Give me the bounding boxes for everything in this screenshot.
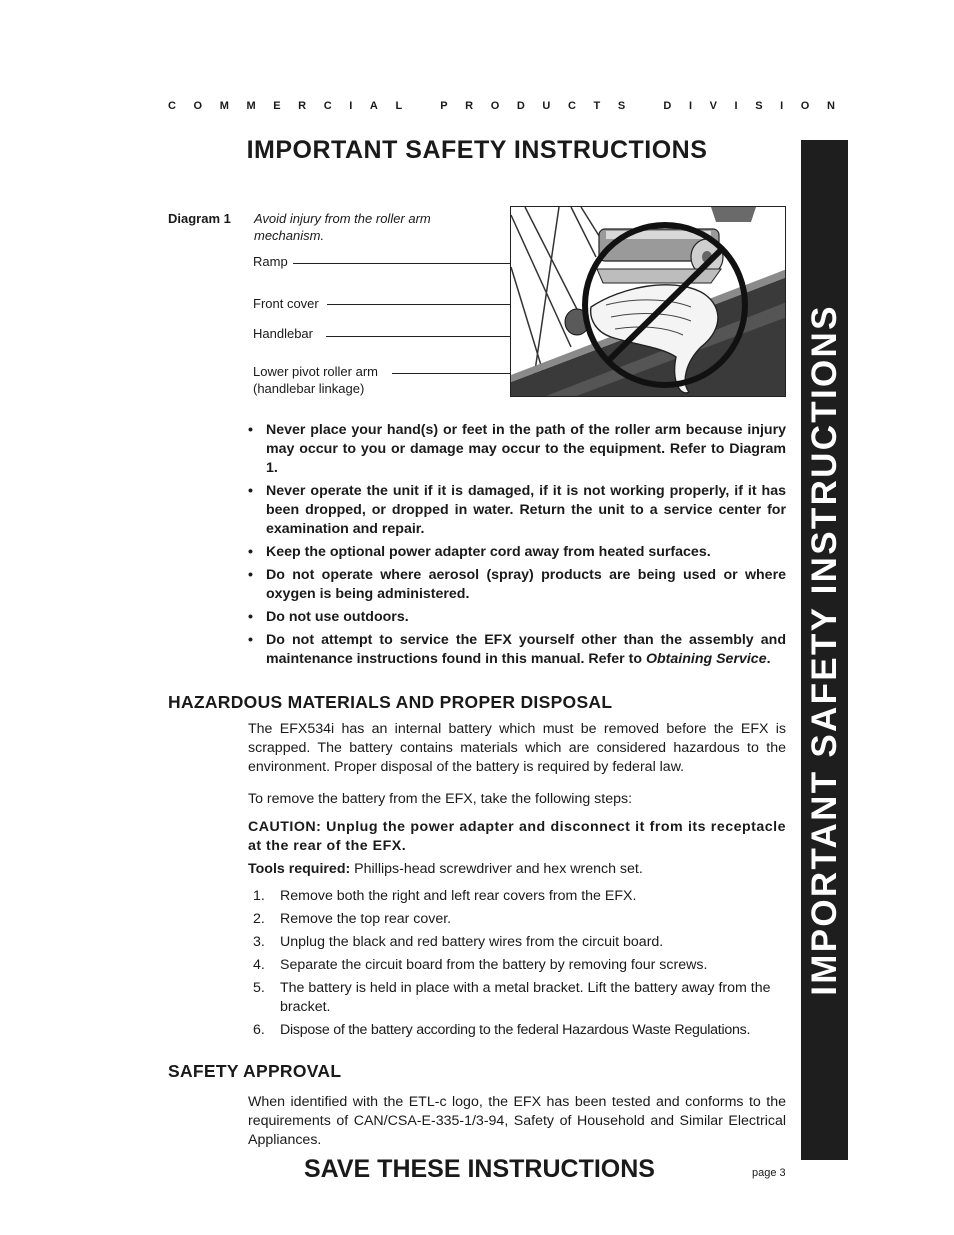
safety-approval-heading: SAFETY APPROVAL <box>168 1061 342 1081</box>
battery-steps-list <box>248 887 786 1044</box>
division-header: COMMERCIAL PRODUCTS DIVISION <box>168 100 853 112</box>
save-instructions: SAVE THESE INSTRUCTIONS <box>304 1155 655 1183</box>
step-number: 1. <box>253 888 265 904</box>
safety-approval-text: When identified with the ETL-c logo, the EFX has been tested and conforms to the requirements of CAN/CSA-E-335-1/3-94, Safety of Household and Similar Electrical Appliances. <box>248 1094 786 1148</box>
list-item <box>248 979 786 1017</box>
service-bullet-end: . <box>766 651 771 667</box>
side-tab-text: IMPORTANT SAFETY INSTRUCTIONS <box>804 304 844 996</box>
step-number: 3. <box>253 934 265 950</box>
tools-required <box>248 860 786 879</box>
step-number: 5. <box>253 980 265 996</box>
safety-bullet-list <box>248 421 786 673</box>
list-item <box>248 910 786 929</box>
diagram-caption: Avoid injury from the roller arm mechanism. <box>254 211 431 243</box>
safety-bullet-service <box>248 631 786 669</box>
safety-bullet: • Do not use outdoors. <box>248 608 786 627</box>
service-bullet-text: Do not attempt to service the EFX yourself other than the assembly and maintenance instructions found in this manual. Refer to <box>266 632 786 667</box>
tools-text: Phillips-head screwdriver and hex wrench set. <box>350 861 643 877</box>
callout-front-cover: Front cover <box>253 296 319 311</box>
page-title: IMPORTANT SAFETY INSTRUCTIONS <box>246 136 708 164</box>
leader-line-ramp <box>293 263 510 264</box>
list-item <box>248 933 786 952</box>
callout-lower-pivot-line1: Lower pivot roller arm <box>253 364 378 379</box>
list-item <box>248 956 786 975</box>
obtaining-service-reference: Obtaining Service <box>645 651 767 667</box>
list-item <box>248 1021 786 1040</box>
step-number: 2. <box>253 911 265 927</box>
step-number: 4. <box>253 957 265 973</box>
step-number: 6. <box>253 1022 265 1038</box>
callout-handlebar: Handlebar <box>253 326 313 341</box>
side-tab <box>801 140 848 1160</box>
step-text: Dispose of the battery according to the federal Hazardous Waste Regulations. <box>280 1022 751 1038</box>
step-text: Separate the circuit board from the battery by removing four screws. <box>280 957 708 973</box>
step-text: Remove the top rear cover. <box>280 911 452 927</box>
caution-text: CAUTION: Unplug the power adapter and disconnect it from its receptacle at the rear of the EFX. <box>248 819 786 854</box>
callout-ramp: Ramp <box>253 254 288 269</box>
step-text: The battery is held in place with a metal bracket. Lift the battery away from the bracket. <box>280 980 771 1015</box>
hazardous-intro: The EFX534i has an internal battery which must be removed before the EFX is scrapped. The battery contains materials which are considered hazardous to the environment. Proper disposal of the battery is required by federal law. <box>248 721 786 775</box>
tools-label: Tools required: <box>248 861 351 877</box>
hazardous-heading: HAZARDOUS MATERIALS AND PROPER DISPOSAL <box>168 692 613 712</box>
steps-intro: To remove the battery from the EFX, take the following steps: <box>248 791 633 807</box>
leader-line-front-cover <box>327 304 510 305</box>
callout-lower-pivot-line2: (handlebar linkage) <box>253 381 365 396</box>
safety-bullet: • Do not operate where aerosol (spray) products are being used or where oxygen is being administered. <box>248 566 786 604</box>
roller-arm-illustration <box>511 207 786 397</box>
safety-bullet: • Never place your hand(s) or feet in the path of the roller arm because injury may occur to you or damage may occur to the equipment. Refer to Diagram 1. <box>248 421 786 478</box>
leader-line-lower-pivot <box>392 373 510 374</box>
safety-bullet: • Never operate the unit if it is damaged, if it is not working properly, if it has been dropped, or dropped in water. Return the unit to a service center for examination and repair. <box>248 482 786 539</box>
diagram-illustration <box>510 206 786 397</box>
step-text: Unplug the black and red battery wires from the circuit board. <box>280 934 664 950</box>
page-number: page 3 <box>752 1167 786 1179</box>
callout-lower-pivot <box>253 363 378 397</box>
list-item <box>248 887 786 906</box>
diagram-label: Diagram 1 <box>168 211 231 226</box>
safety-bullet: • Keep the optional power adapter cord away from heated surfaces. <box>248 543 786 562</box>
step-text: Remove both the right and left rear covers from the EFX. <box>280 888 637 904</box>
